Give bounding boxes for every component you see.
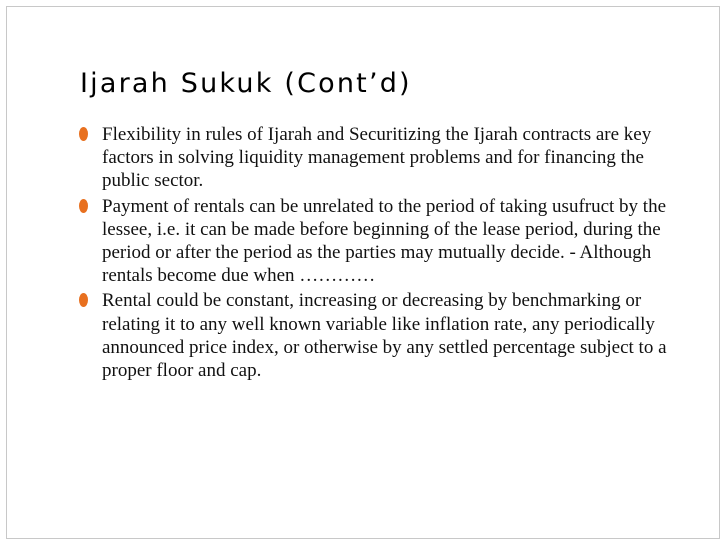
bullet-item bbox=[78, 123, 688, 193]
bullet-text: Flexibility in rules of Ijarah and Securitizing the Ijarah contracts are key factors in solving liquidity management problems and for financing the public sector. bbox=[102, 124, 652, 192]
bullet-text: Rental could be constant, increasing or decreasing by benchmarking or relating it to any well known variable like inflation rate, any periodically announced price index, or otherwise by any settled percentage subject to a proper floor and cap. bbox=[102, 290, 667, 382]
bullet-icon bbox=[79, 293, 88, 307]
slide-title: Ijarah Sukuk (Cont’d) bbox=[80, 68, 412, 99]
bullet-item bbox=[78, 195, 688, 288]
bullet-icon bbox=[79, 127, 88, 141]
bullet-item bbox=[78, 289, 688, 382]
bullet-icon bbox=[79, 199, 88, 213]
bullet-list bbox=[78, 123, 688, 384]
bullet-text: Payment of rentals can be unrelated to the period of taking usufruct by the lessee, i.e. it can be made before beginning of the lease period, during the period or after the period as the parties may mutually decide. - Although rentals become due when ………… bbox=[102, 195, 667, 287]
